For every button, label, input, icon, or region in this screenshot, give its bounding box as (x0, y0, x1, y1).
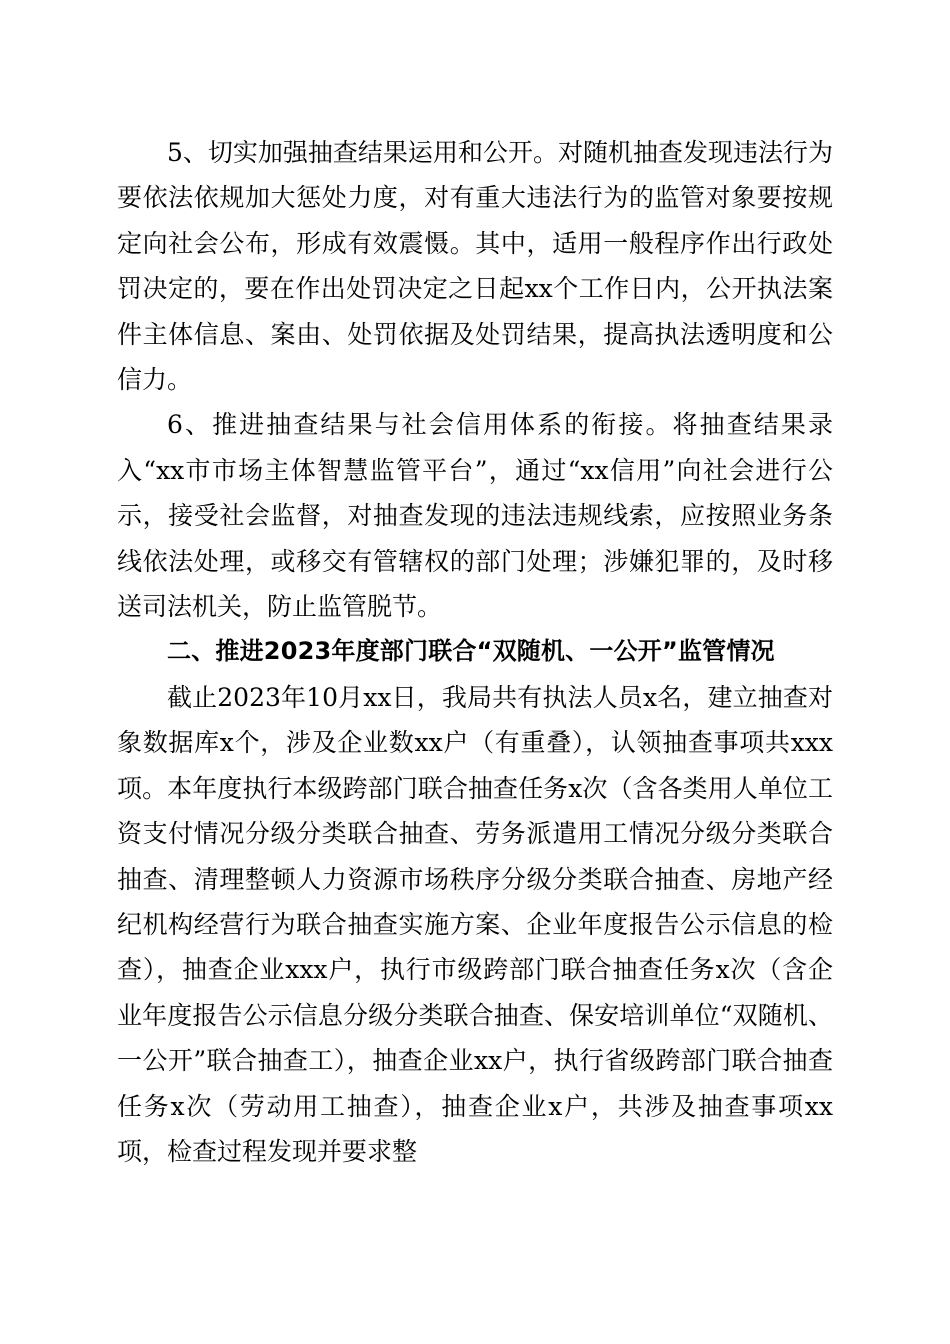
paragraph-item-6: 6、推进抽查结果与社会信用体系的衔接。将抽查结果录入“xx市市场主体智慧监管平台”，通过“xx信用”向社会进行公示，接受社会监督，对抽查发现的违法违规线索，应按照业务条线依法处理，或移交有管辖权的部门处理；涉嫌犯罪的，及时移送司法机关，防止监管脱节。 (117, 410, 833, 622)
section-heading-2: 二、推进2023年度部门联合“双随机、一公开”监管情况 (167, 637, 775, 666)
paragraph-section-2-body: 截止2023年10月xx日，我局共有执法人员x名，建立抽查对象数据库x个，涉及企业数xx户（有重叠），认领抽查事项共xxx项。本年度执行本级跨部门联合抽查任务x次（含各类用人单位工资支付情况分级分类联合抽查、劳务派遣用工情况分级分类联合抽查、清理整顿人力资源市场秩序分级分类联合抽查、房地产经纪机构经营行为联合抽查实施方案、企业年度报告公示信息的检查），抽查企业xxx户，执行市级跨部门联合抽查任务x次（含企业年度报告公示信息分级分类联合抽查、保安培训单位“双随机、一公开”联合抽查工），抽查企业xx户，执行省级跨部门联合抽查任务x次（劳动用工抽查），抽查企业x户，共涉及抽查事项xx项，检查过程发现并要求整 (117, 682, 833, 1166)
document-page (117, 130, 833, 1174)
paragraph-item-5: 5、切实加强抽查结果运用和公开。对随机抽查发现违法行为要依法依规加大惩处力度，对有重大违法行为的监管对象要按规定向社会公布，形成有效震慑。其中，适用一般程序作出行政处罚决定的，要在作出处罚决定之日起xx个工作日内，公开执法案件主体信息、案由、处罚依据及处罚结果，提高执法透明度和公信力。 (117, 138, 833, 395)
